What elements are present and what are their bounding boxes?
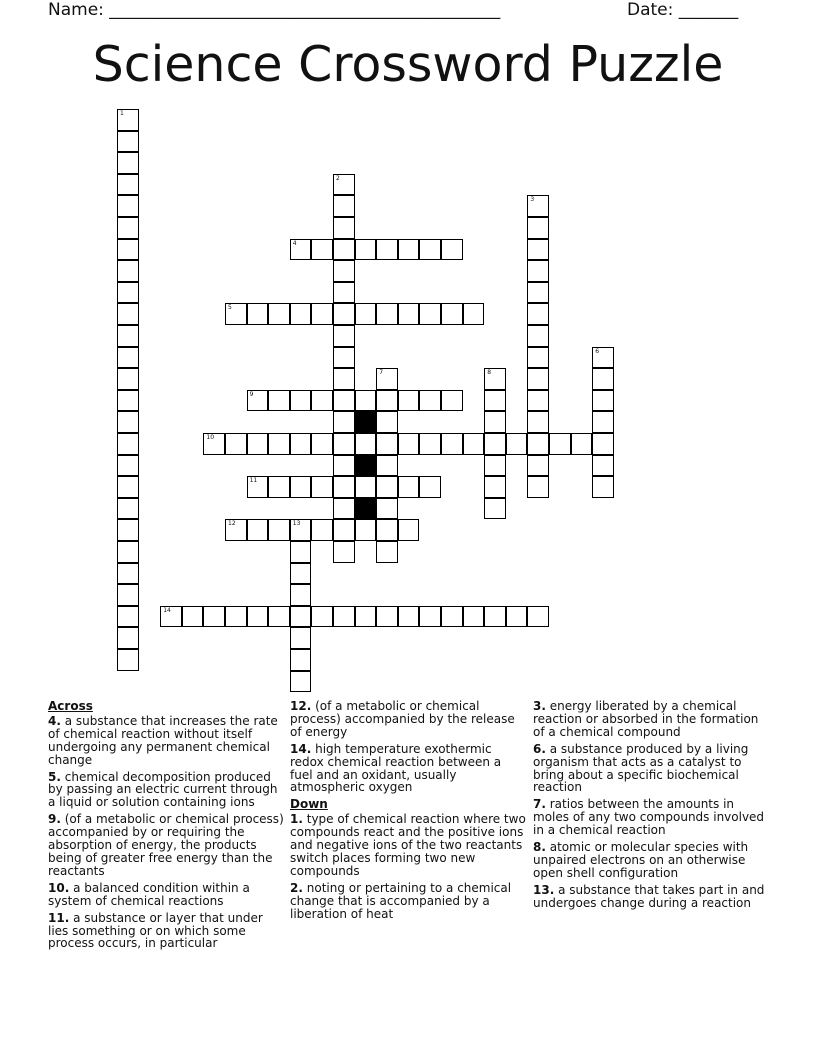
grid-cell[interactable] [247,606,269,628]
clue-number: 11 [249,477,258,485]
grid-cell[interactable] [333,282,355,304]
grid-cell[interactable] [311,433,333,455]
grid-cell[interactable] [484,390,506,412]
grid-cell[interactable] [527,282,549,304]
grid-cell[interactable] [527,239,549,261]
grid-cell[interactable] [290,433,312,455]
grid-cell[interactable] [419,433,441,455]
clue-down-6: 6. a substance produced by a living organism that acts as a catalyst to bring about a specific biochemical reaction [533,741,749,795]
grid-cell[interactable] [117,260,139,282]
grid-cell[interactable] [117,368,139,390]
clue-number: 1 [120,110,124,117]
grid-cell[interactable] [268,303,290,325]
clue-number: 9 [249,390,254,398]
grid-cell[interactable] [268,519,290,541]
grid-cell[interactable] [419,390,441,412]
grid-cell[interactable] [506,606,528,628]
grid-cell[interactable] [419,606,441,628]
clue-number: 12 [228,520,236,528]
clue-number: 5 [228,304,232,312]
clue-down-3: 3. energy liberated by a chemical reaction or absorbed in the formation of a chemical compound [533,699,759,739]
grid-cell[interactable] [290,390,312,412]
grid-cell[interactable] [290,541,312,563]
grid-cell[interactable] [333,606,355,628]
grid-cell[interactable] [333,519,355,541]
grid-cell[interactable] [333,433,355,455]
grid-cell[interactable] [182,606,204,628]
grid-cell[interactable] [117,541,139,563]
grid-cell[interactable] [376,606,398,628]
name-line: ______________________________________________ [109,0,501,20]
grid-cell[interactable] [117,649,139,671]
grid-cell[interactable] [527,455,549,477]
grid-cell[interactable] [463,433,485,455]
grid-cell[interactable] [527,303,549,325]
grid-cell[interactable] [117,519,139,541]
grid-cell[interactable] [333,368,355,390]
grid-cell[interactable] [290,563,312,585]
date-label: Date: [627,0,674,20]
clue-across-9: 9. (of a metabolic or chemical process) accompanied by or requiring the absorption of energy, the products being of greater free energy than the reactants [48,812,284,878]
grid-cell[interactable] [247,303,269,325]
grid-cell[interactable] [592,433,614,455]
grid-cell[interactable] [247,433,269,455]
grid-cell[interactable] [333,476,355,498]
grid-cell[interactable] [419,239,441,261]
grid-cell[interactable] [117,174,139,196]
grid-cell[interactable] [527,195,549,217]
grid-cell[interactable] [311,239,333,261]
grid-cell[interactable] [527,347,549,369]
grid-cell[interactable] [592,347,614,369]
grid-cell[interactable] [290,239,312,261]
grid-cell[interactable] [268,390,290,412]
grid-cell[interactable] [484,433,506,455]
grid-cell[interactable] [441,433,463,455]
grid-cell[interactable] [355,476,377,498]
grid-cell[interactable] [311,476,333,498]
grid-cell[interactable] [376,303,398,325]
grid-cell[interactable] [592,390,614,412]
grid-cell[interactable] [225,519,247,541]
across-heading: Across [48,699,93,713]
grid-cell[interactable] [160,606,182,628]
grid-cell[interactable] [117,476,139,498]
grid-cell[interactable] [549,433,571,455]
grid-cell[interactable] [484,606,506,628]
date-line: _______ [678,0,739,20]
grid-cell[interactable] [117,325,139,347]
down-heading: Down [290,797,328,812]
clue-number: 4 [292,239,297,247]
grid-cell[interactable] [333,390,355,412]
grid-cell[interactable] [117,584,139,606]
clues-column-1 [48,700,284,954]
grid-cell[interactable] [376,476,398,498]
grid-cell[interactable] [268,433,290,455]
grid-cell[interactable] [376,519,398,541]
grid-cell[interactable] [398,476,420,498]
grid-cell[interactable] [117,217,139,239]
grid-cell[interactable] [247,476,269,498]
grid-cell[interactable] [484,368,506,390]
grid-cell[interactable] [225,303,247,325]
grid-cell[interactable] [398,433,420,455]
grid-cell[interactable] [355,606,377,628]
grid-cell[interactable] [592,476,614,498]
grid-cell[interactable] [376,368,398,390]
clue-number: 8 [487,369,492,377]
clue-across-10: 10. a balanced condition within a system of chemical reactions [48,880,250,908]
grid-cell[interactable] [333,411,355,433]
black-cell [355,411,377,433]
grid-cell[interactable] [398,390,420,412]
grid-cell[interactable] [376,455,398,477]
grid-cell[interactable] [333,455,355,477]
clue-down-7: 7. ratios between the amounts in moles of any two compounds involved in a chemical reaction [533,797,765,838]
grid-cell[interactable] [290,606,312,628]
grid-cell[interactable] [333,239,355,261]
black-cell [355,498,377,520]
grid-cell[interactable] [398,303,420,325]
clue-down-1: 1. type of chemical reaction where two compounds react and the positive ions and negative ions of the two reactants switch places forming two new compounds [290,812,526,878]
grid-cell[interactable] [398,519,420,541]
grid-cell[interactable] [484,411,506,433]
grid-cell[interactable] [484,476,506,498]
grid-cell[interactable] [484,455,506,477]
clue-down-13: 13. a substance that takes part in and undergoes change during a reaction [533,882,765,910]
grid-cell[interactable] [311,390,333,412]
clues-column-2 [290,700,526,925]
grid-cell[interactable] [117,195,139,217]
grid-cell[interactable] [398,606,420,628]
grid-cell[interactable] [333,195,355,217]
grid-cell[interactable] [117,347,139,369]
grid-cell[interactable] [376,411,398,433]
clue-across-12: 12. (of a metabolic or chemical process) accompanied by the release of energy [290,699,515,739]
grid-cell[interactable] [311,519,333,541]
clue-down-8: 8. atomic or molecular species with unpaired electrons on an otherwise open shell configuration [533,840,749,880]
grid-cell[interactable] [419,303,441,325]
grid-cell[interactable] [333,303,355,325]
grid-cell[interactable] [355,519,377,541]
clue-number: 10 [206,434,215,441]
grid-cell[interactable] [117,303,139,325]
grid-cell[interactable] [376,541,398,563]
grid-cell[interactable] [290,584,312,606]
grid-cell[interactable] [463,606,485,628]
grid-cell[interactable] [527,368,549,390]
page-title: Science Crossword Puzzle [92,36,724,93]
grid-cell[interactable] [333,260,355,282]
black-cell [355,455,377,477]
grid-cell[interactable] [527,325,549,347]
grid-cell[interactable] [117,498,139,520]
clue-down-2: 2. noting or pertaining to a chemical change that is accompanied by a liberation of heat [290,880,512,921]
grid-cell[interactable] [117,282,139,304]
grid-cell[interactable] [592,368,614,390]
grid-cell[interactable] [333,347,355,369]
grid-cell[interactable] [268,606,290,628]
grid-cell[interactable] [376,239,398,261]
grid-cell[interactable] [484,498,506,520]
grid-cell[interactable] [117,131,139,153]
grid-cell[interactable] [290,649,312,671]
grid-cell[interactable] [247,519,269,541]
clue-number: 7 [379,369,384,377]
grid-cell[interactable] [355,433,377,455]
grid-cell[interactable] [592,455,614,477]
grid-cell[interactable] [225,606,247,628]
grid-cell[interactable] [311,606,333,628]
grid-cell[interactable] [376,433,398,455]
grid-cell[interactable] [203,433,225,455]
grid-cell[interactable] [117,627,139,649]
grid-cell[interactable] [571,433,593,455]
grid-cell[interactable] [398,239,420,261]
grid-cell[interactable] [117,390,139,412]
grid-cell[interactable] [355,303,377,325]
grid-cell[interactable] [441,303,463,325]
name-label: Name: [48,0,104,20]
grid-cell[interactable] [376,390,398,412]
clue-number: 3 [530,196,535,204]
grid-cell[interactable] [290,476,312,498]
clue-across-11: 11. a substance or layer that under lies something or on which some process occurs, in particular [48,910,263,951]
grid-cell[interactable] [117,411,139,433]
grid-cell[interactable] [333,174,355,196]
grid-cell[interactable] [527,260,549,282]
grid-cell[interactable] [333,217,355,239]
grid-cell[interactable] [290,627,312,649]
grid-cell[interactable] [441,390,463,412]
clues-column-3 [533,700,769,914]
grid-cell[interactable] [527,606,549,628]
clue-number: 14 [163,606,171,614]
grid-cell[interactable] [117,606,139,628]
clue-number: 13 [292,520,301,528]
grid-cell[interactable] [355,239,377,261]
grid-cell[interactable] [117,455,139,477]
grid-cell[interactable] [290,671,312,693]
grid-cell[interactable] [268,476,290,498]
clue-number: 6 [595,347,600,355]
grid-cell[interactable] [419,476,441,498]
grid-cell[interactable] [527,411,549,433]
clue-across-14: 14. high temperature exothermic redox chemical reaction between a fuel and an oxidant, usually atmospheric oxygen [290,741,502,795]
grid-cell[interactable] [117,109,139,131]
clue-number: 2 [336,174,340,182]
grid-cell[interactable] [527,390,549,412]
grid-cell[interactable] [463,303,485,325]
grid-cell[interactable] [527,476,549,498]
grid-cell[interactable] [117,239,139,261]
grid-cell[interactable] [441,606,463,628]
grid-cell[interactable] [290,519,312,541]
grid-cell[interactable] [333,541,355,563]
grid-cell[interactable] [203,606,225,628]
grid-cell[interactable] [592,411,614,433]
grid-cell[interactable] [527,217,549,239]
clue-across-5: 5. chemical decomposition produced by passing an electric current through a liquid or solution containing ions [48,769,278,810]
grid-cell[interactable] [117,433,139,455]
grid-cell[interactable] [225,433,247,455]
grid-cell[interactable] [311,303,333,325]
grid-cell[interactable] [290,303,312,325]
grid-cell[interactable] [506,433,528,455]
grid-cell[interactable] [117,563,139,585]
grid-cell[interactable] [441,239,463,261]
grid-cell[interactable] [247,390,269,412]
grid-cell[interactable] [527,433,549,455]
grid-cell[interactable] [355,390,377,412]
grid-cell[interactable] [333,498,355,520]
grid-cell[interactable] [376,498,398,520]
clue-across-4: 4. a substance that increases the rate of chemical reaction without itself undergoing any permanent chemical change [48,713,278,767]
grid-cell[interactable] [117,152,139,174]
grid-cell[interactable] [333,325,355,347]
